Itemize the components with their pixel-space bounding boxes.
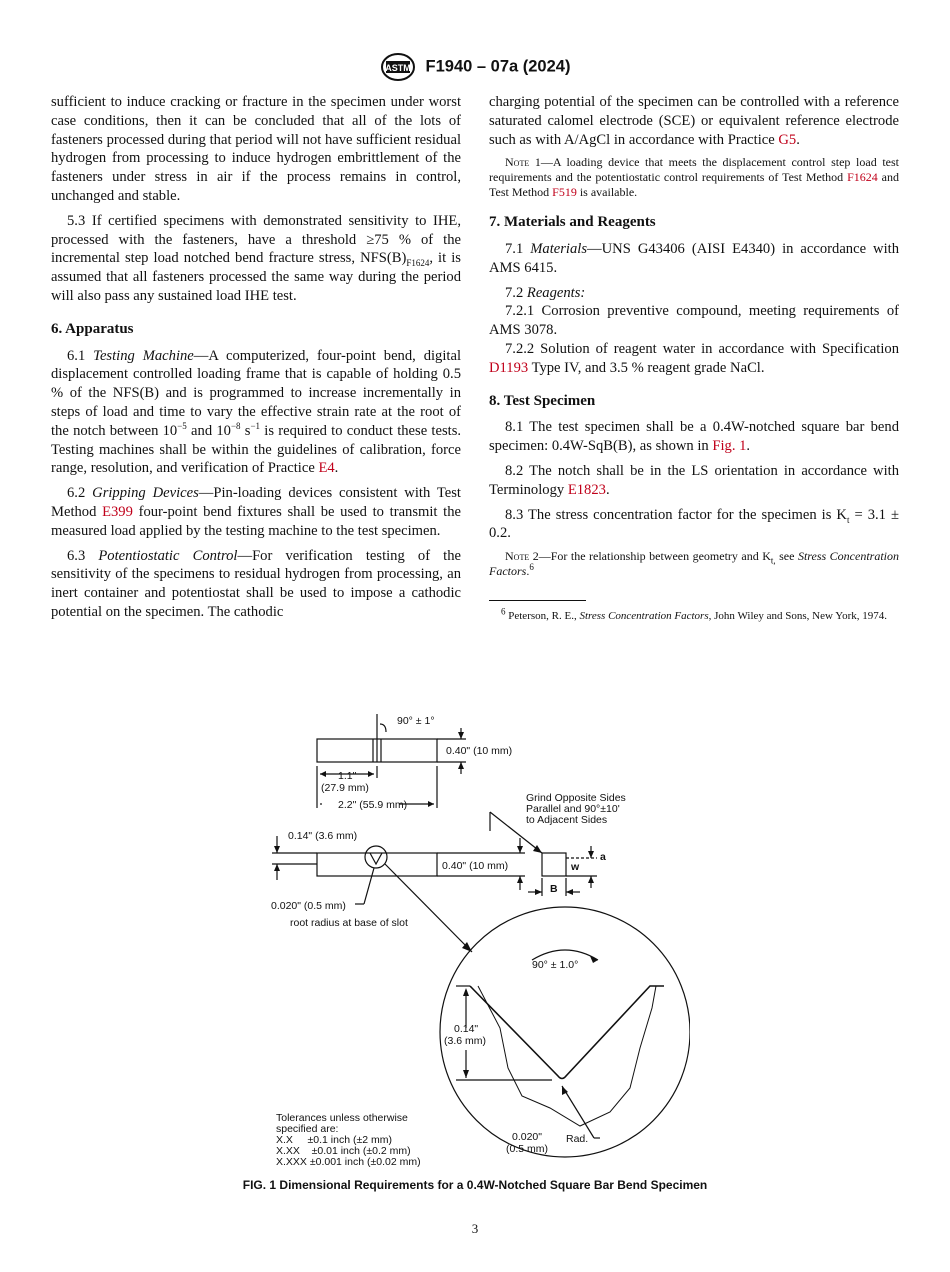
label-root-radius-desc: root radius at base of slot <box>290 917 408 929</box>
figure-1 <box>260 708 690 1178</box>
paragraph-7-2-1: 7.2.1 Corrosion preventive compound, meeting requirements of AMS 3078. <box>489 303 899 339</box>
section-heading-test-specimen: 8. Test Specimen <box>489 392 596 409</box>
label-grind-3: to Adjacent Sides <box>526 814 608 826</box>
footnote-rule <box>489 600 586 601</box>
label-angle-detail: 90° ± 1.0° <box>532 959 579 971</box>
page-number: 3 <box>471 1221 479 1236</box>
label-tolerances-1: Tolerances unless otherwise <box>276 1112 408 1124</box>
label-tolerances-3: X.X ±0.1 inch (±2 mm) <box>276 1134 392 1146</box>
section-heading-materials: 7. Materials and Reagents <box>489 214 656 231</box>
label-half-length-mm: (27.9 mm) <box>321 782 369 794</box>
label-grind-2: Parallel and 90°±10' <box>526 803 620 815</box>
link-g5[interactable]: G5 <box>778 131 797 148</box>
label-root-radius: 0.020" (0.5 mm) <box>271 900 346 912</box>
paragraph-5-2-continued: sufficient to induce cracking or fracture in the specimen under worst case conditions, then it can be concluded that all of the lots of fasteners processed during that period will not have sufficient residual hydrogen from processing to induce hydrogen embrittlement of the fasteners under stress in air if the process remains in control, unchanged and stable. <box>51 94 461 204</box>
right-column <box>489 93 899 629</box>
label-depth-detail: 0.14" <box>454 1023 479 1035</box>
link-f1624[interactable]: F1624 <box>847 169 878 184</box>
note-2: Note 2—For the relationship between geometry and $K_{t,}$ see Stress Concentration Factors.$^6$ <box>489 549 899 578</box>
label-notch-depth: 0.14" (3.6 mm) <box>288 830 358 842</box>
link-e4[interactable]: E4 <box>318 460 335 477</box>
label-angle-top: 90° ± 1° <box>397 715 435 727</box>
paragraph-5-3: 5.3 If certified specimens with demonstrated sensitivity to IHE, processed with the fasteners, have a threshold ≥75 % of the incremental step load notched bend fracture stress, $NFS(B)_{F1624}$, it is assumed that all fasteners processed the same way during the period will also pass any sustained load IHE test. <box>51 212 461 304</box>
document-title: F1940 – 07a (2024) <box>425 57 571 76</box>
link-f519[interactable]: F519 <box>552 184 577 199</box>
paragraph-6-3: 6.3 Potentiostatic Control—For verification testing of the sensitivity of the specimens to residual hydrogen from processing, an inert container and potentiostat shall be used to impose a cathodic potential on the specimen. The cathodic <box>51 547 462 620</box>
cross-section <box>542 853 566 876</box>
label-w: w <box>571 861 580 873</box>
specimen-drawing <box>260 708 690 1178</box>
link-e1823[interactable]: E1823 <box>567 481 606 498</box>
label-a: a <box>600 851 606 863</box>
label-tolerances-4: X.XX ±0.01 inch (±0.2 mm) <box>276 1145 411 1157</box>
label-tolerances-5: X.XXX ±0.001 inch (±0.02 mm) <box>276 1156 421 1168</box>
note-1: Note 1—A loading device that meets the displacement control step load test requirements and the potentiostatic control requirements of Test Method F1624 and Test Method F519 is available. <box>489 155 899 199</box>
link-e399[interactable]: E399 <box>102 503 133 520</box>
label-depth-detail-mm: (3.6 mm) <box>444 1035 486 1047</box>
link-d1193[interactable]: D1193 <box>489 359 529 376</box>
label-rad-value-mm: (0.5 mm) <box>506 1143 548 1155</box>
link-fig-1[interactable]: Fig. 1 <box>712 438 747 455</box>
footnote-6: $^6$ Peterson, R. E., Stress Concentration Factors, John Wiley and Sons, New York, 1974. <box>501 606 888 623</box>
paragraph-8-2: 8.2 The notch shall be in the LS orientation in accordance with Terminology E1823. <box>489 462 899 498</box>
figure-caption: FIG. 1 Dimensional Requirements for a 0.4W-Notched Square Bar Bend Specimen <box>242 1178 708 1192</box>
paragraph-8-3: 8.3 The stress concentration factor for the specimen is $K_t = 3.1 \pm 0.2$. <box>489 506 899 542</box>
paragraph-6-2: 6.2 Gripping Devices—Pin-loading devices consistent with Test Method E399 four-point bend fixtures shall be used to transmit the measured load applied by the testing machine to the test specimen. <box>51 485 461 539</box>
label-b: B <box>550 883 558 895</box>
label-half-length: 1.1" <box>338 770 357 782</box>
paragraph-6-1: 6.1 Testing Machine—A computerized, four-point bend, digital displacement controlled loading frame that is capable of holding 0.5 % of the NFS(B) and is programmed to increase incrementally in steps of load and time to vary the effective strain rate at the root of the notch between $10^{-5}$ and $10^{-8}$ $s^{-1}$ is required to conduct these tests. Testing machines shall be within the guidelines of calibration, force range, resolution, and verification of Practice E4. <box>51 347 462 477</box>
page-header <box>0 52 950 82</box>
label-rad: Rad. <box>566 1133 589 1145</box>
paragraph-8-1: 8.1 The test specimen shall be a 0.4W-notched square bar bend specimen: 0.4W-SqB(B), as shown in Fig. 1. <box>489 419 899 455</box>
paragraph-7-2-2: 7.2.2 Solution of reagent water in accordance with Specification D1193 Type IV, and 3.5 % reagent grade NaCl. <box>489 340 899 376</box>
label-height-top: 0.40" (10 mm) <box>446 745 513 757</box>
section-heading-apparatus: 6. Apparatus <box>51 320 134 337</box>
side-view-bar <box>317 853 437 876</box>
label-grind-1: Grind Opposite Sides <box>526 792 626 804</box>
label-tolerances-2: specified are: <box>276 1123 339 1135</box>
label-rad-value: 0.020" <box>512 1131 543 1143</box>
paragraph-7-2: 7.2 Reagents: <box>505 284 586 301</box>
left-column <box>51 93 461 628</box>
svg-text:ASTM: ASTM <box>384 63 411 73</box>
paragraph-7-1: 7.1 Materials—UNS G43406 (AISI E4340) in accordance with AMS 6415. <box>489 240 899 276</box>
label-full-length: 2.2" (55.9 mm) <box>338 799 408 811</box>
label-height-side: 0.40" (10 mm) <box>442 860 509 872</box>
astm-logo <box>380 52 416 82</box>
paragraph-6-3-continued: charging potential of the specimen can be controlled with a reference saturated calomel electrode (SCE) or equivalent reference electrode such as with A/AgCl in accordance with Practice G5. <box>489 94 899 148</box>
